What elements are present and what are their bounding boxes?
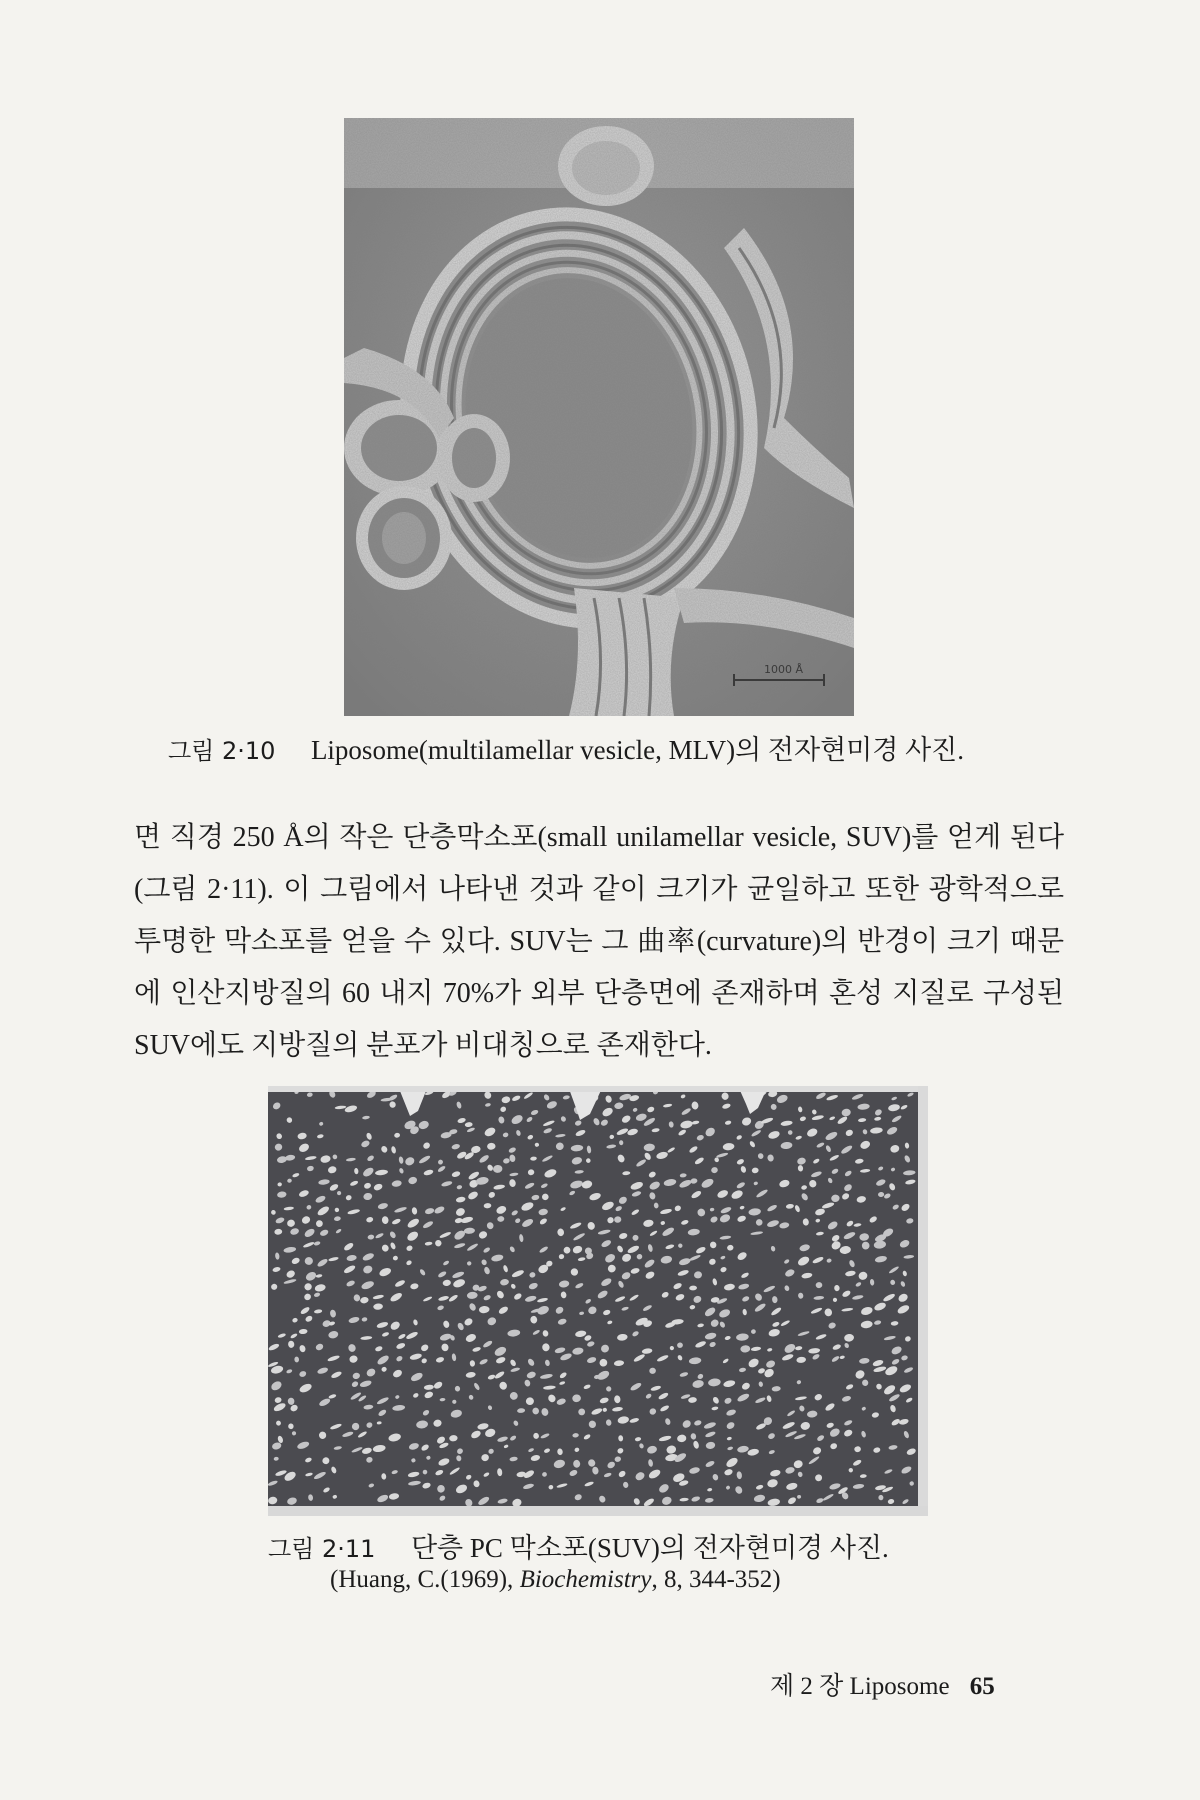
scale-bar-label: 1000 Å (764, 663, 804, 676)
page-footer (770, 1666, 1060, 1702)
body-paragraph-text: 면 직경 250 Å의 작은 단층막소포(small unilamellar vesicle, SUV)를 얻게 된다(그림 2·11). 이 그림에서 나타낸 것과 같이 크기가 균일하고 또한 광학적으로 투명한 막소포를 얻을 수 있다. SUV는 그 曲率(curvature)의 반경이 크기 때문에 인산지방질의 60 내지 70%가 외부 단층면에 존재하며 혼성 지질로 구성된 SUV에도 지방질의 분포가 비대칭으로 존재한다. (134, 822, 1064, 1061)
figure-2-11-reference (330, 1566, 950, 1594)
chapter-heading: 제 2 장 Liposome (770, 1673, 950, 1700)
figure-2-11-caption (268, 1526, 968, 1565)
figure-2-10-label: 그림 2·10 (168, 737, 276, 765)
figure-2-11-label: 그림 2·11 (268, 1535, 376, 1563)
figure-2-10-caption-text: Liposome(multilamellar vesicle, MLV)의 전자현미경 사진. (310, 735, 964, 765)
figure-2-11-caption-text: 단층 PC 막소포(SUV)의 전자현미경 사진. (410, 1533, 889, 1563)
reference-suffix: , 8, 344-352) (651, 1566, 781, 1593)
body-paragraph (134, 812, 1064, 1072)
reference-prefix: (Huang, C.(1969), (330, 1566, 520, 1593)
suv-micrograph-image (268, 1086, 928, 1516)
mlv-micrograph (344, 118, 854, 716)
reference-journal: Biochemistry (519, 1566, 652, 1593)
page-number: 65 (969, 1673, 995, 1700)
figure-2-10-caption (168, 728, 1048, 767)
mlv-micrograph-image (344, 118, 854, 716)
suv-micrograph (268, 1086, 928, 1516)
